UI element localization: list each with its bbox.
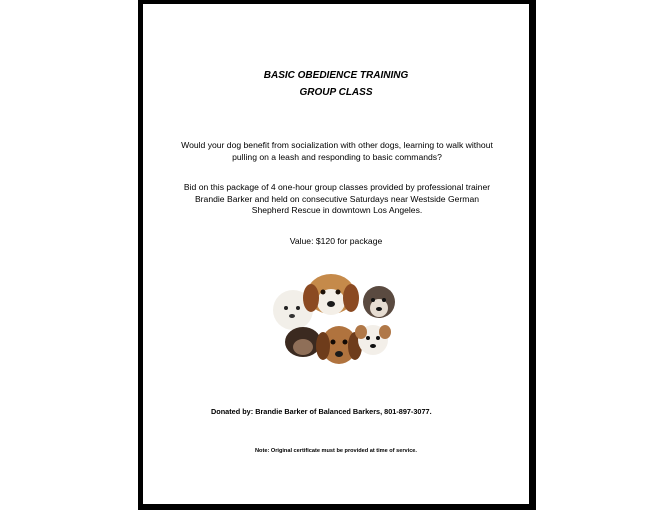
package-paragraph: Bid on this package of 4 one-hour group classes provided by professional trainer Brandie Barker and held on consecutive Saturdays near Westside German Shepherd Rescue in downtown Los Angeles.: [183, 182, 491, 215]
title-line-1: BASIC OBEDIENCE TRAINING: [263, 70, 409, 81]
title-line-2: GROUP CLASS: [299, 87, 373, 98]
intro-paragraph: Would your dog benefit from socialization with other dogs, learning to walk without pulling on a leash and responding to basic commands?: [181, 140, 493, 162]
beagle-illustration: [303, 274, 359, 315]
terrier-illustration: [363, 286, 395, 318]
note-text: Note: Original certificate must be provided at time of service.: [255, 448, 417, 454]
flyer-page: [143, 4, 529, 504]
donated-by-text: Donated by: Brandie Barker of Balanced Barkers, 801-897-3077.: [211, 407, 432, 416]
dogs-photo: [271, 268, 401, 372]
puppy-top-illustration: [285, 327, 321, 357]
value-text: Value: $120 for package: [289, 236, 383, 246]
